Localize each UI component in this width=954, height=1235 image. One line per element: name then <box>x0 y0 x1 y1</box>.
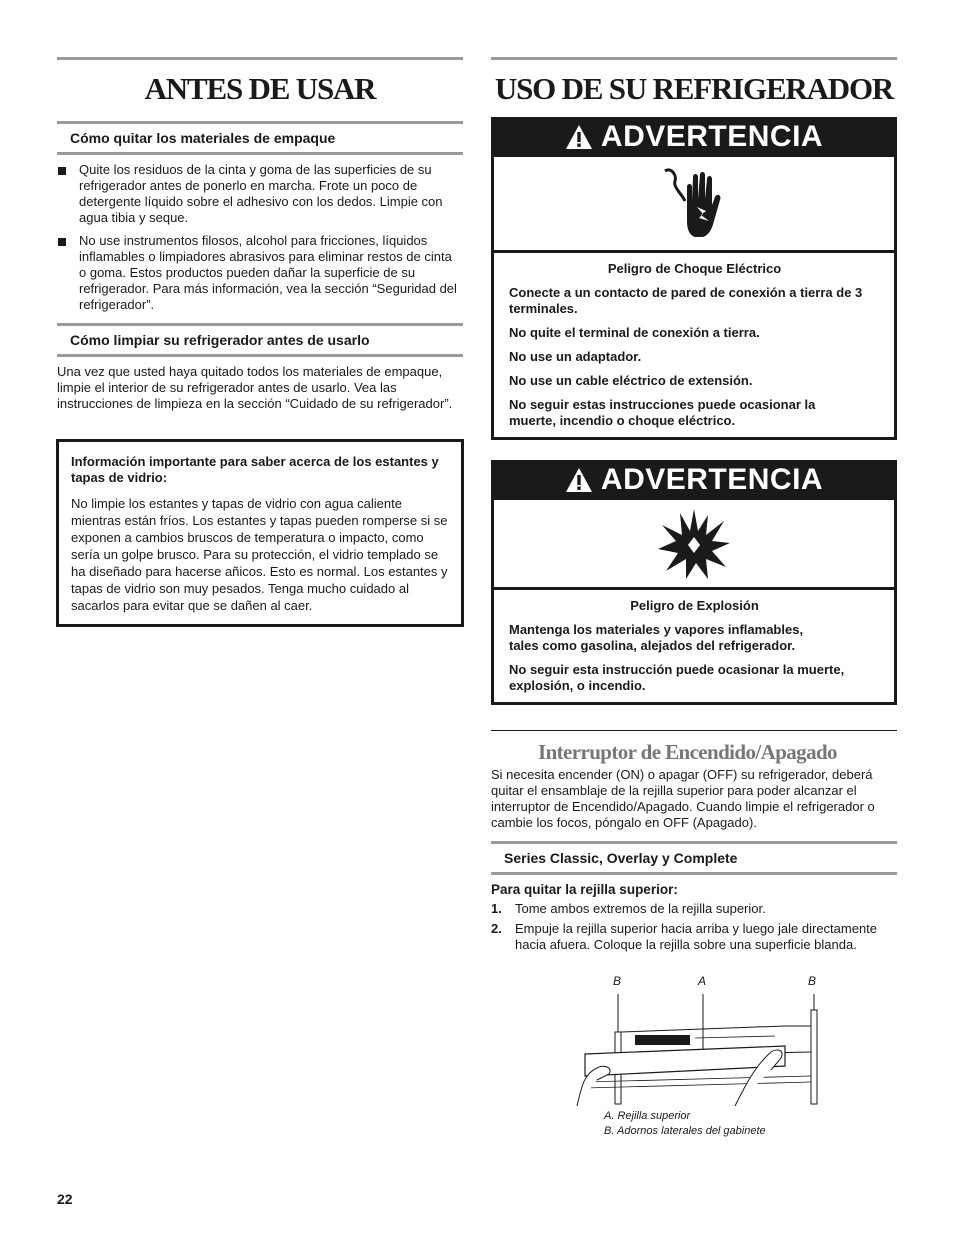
warning-label: ADVERTENCIA <box>600 120 824 153</box>
warning-triangle-icon <box>565 124 593 150</box>
electric-shock-hand-icon <box>659 165 729 243</box>
switch-paragraph: Si necesita encender (ON) o apagar (OFF) su refrigerador, deberá quitar el ensamblaje de la rejilla superior para poder alcanzar el interruptor de Encendido/Apagado. Cuando limpie el refrigerador o cambie los focos, póngalo en OFF (Apagado). <box>491 767 875 830</box>
warning-line: No use un cable eléctrico de extensión. <box>509 373 753 388</box>
warning-triangle-icon <box>565 467 593 493</box>
series-subheading: Series Classic, Overlay y Complete <box>491 841 897 875</box>
step-number: 2. <box>491 921 502 936</box>
procedure-title: Para quitar la rejilla superior: <box>491 882 678 897</box>
section-heading-cleaning: Cómo limpiar su refrigerador antes de usarlo <box>57 323 463 357</box>
figure-caption: B. Adornos laterales del gabinete <box>604 1125 766 1137</box>
left-top-rule <box>57 57 463 60</box>
figure-caption: A. Rejilla superior <box>604 1110 691 1122</box>
right-top-rule <box>491 57 897 60</box>
switch-section-heading: Interruptor de Encendido/Apagado <box>538 740 837 764</box>
figure-captions <box>604 1109 864 1139</box>
list-item <box>491 921 891 953</box>
figure-label-b-right: B <box>808 974 817 988</box>
list-item: Quite los residuos de la cinta y goma de las superficies de su refrigerador antes de ponerlo en marcha. Frote un poco de detergente líquido sobre el adhesivo con los dedos. Limpie con agua tibia y seque. <box>57 162 461 226</box>
notice-body: No limpie los estantes y tapas de vidrio con agua caliente mientras están fríos. Los estantes y tapas pueden romperse si se exponen a cambios bruscos de temperatura o impacto, como sería un golpe brusco. Para su protección, el vidrio templado se ha diseñado para hacerse añicos. Esto es normal. Los estantes y tapas de vidrio son muy pesados. Tenga mucho cuidado al sacarlos para evitar que se dañen al caer. <box>71 496 448 613</box>
list-item: No use instrumentos filosos, alcohol para fricciones, líquidos inflamables o limpiadores abrasivos para eliminar restos de cinta o goma. Estos productos pueden dañar la superficie de su refrigerador. Para más información, vea la sección “Seguridad del refrigerador”. <box>57 233 461 313</box>
warning-box-electric <box>491 117 897 440</box>
step-text: Tome ambos extremos de la rejilla superior. <box>515 901 766 916</box>
packaging-bullet-list <box>57 162 461 313</box>
grille-figure <box>575 970 825 1110</box>
explosion-icon <box>656 507 732 581</box>
step-number: 1. <box>491 901 502 916</box>
warning-label: ADVERTENCIA <box>600 463 824 496</box>
step-text: Empuje la rejilla superior hacia arriba y luego jale directamente hacia afuera. Coloque la rejilla sobre una superficie blanda. <box>515 921 878 952</box>
warning-text-panel <box>491 253 897 440</box>
figure-label-a: A <box>698 974 707 988</box>
cleaning-paragraph: Una vez que usted haya quitado todos los materiales de empaque, limpie el interior de su refrigerador antes de usarlo. Vea las instrucciones de limpieza en la sección “Cuidado de su refrigerador”. <box>57 364 453 411</box>
warning-line: Mantenga los materiales y vapores inflamables, tales como gasolina, alejados del refrigerador. <box>509 622 804 653</box>
list-item <box>491 901 891 917</box>
section-heading-packaging: Cómo quitar los materiales de empaque <box>57 121 463 155</box>
glass-shelves-notice-box <box>56 439 464 627</box>
page-number: 22 <box>57 1191 73 1207</box>
warning-box-explosion <box>491 460 897 705</box>
left-page-title: ANTES DE USAR <box>144 71 376 106</box>
warning-line: No seguir estas instrucciones puede ocasionar la muerte, incendio o choque eléctrico. <box>509 397 816 428</box>
warning-icon-panel <box>491 500 897 590</box>
warning-header <box>491 460 897 500</box>
grille-removal-illustration <box>575 990 825 1106</box>
figure-label-b-left: B <box>613 974 622 988</box>
warning-line: No seguir esta instrucción puede ocasionar la muerte, explosión, o incendio. <box>509 662 845 693</box>
procedure-steps <box>491 901 891 953</box>
warning-header <box>491 117 897 157</box>
hazard-title: Peligro de Choque Eléctrico <box>607 261 782 276</box>
right-page-title: USO DE SU REFRIGERADOR <box>494 71 894 106</box>
notice-title: Información importante para saber acerca de los estantes y tapas de vidrio: <box>71 454 439 485</box>
warning-text-panel <box>491 590 897 705</box>
switch-section-rule <box>491 730 897 731</box>
hazard-title: Peligro de Explosión <box>630 598 759 613</box>
warning-line: No quite el terminal de conexión a tierra. <box>509 325 760 340</box>
warning-icon-panel <box>491 157 897 253</box>
warning-line: Conecte a un contacto de pared de conexión a tierra de 3 terminales. <box>509 285 863 316</box>
warning-line: No use un adaptador. <box>509 349 642 364</box>
